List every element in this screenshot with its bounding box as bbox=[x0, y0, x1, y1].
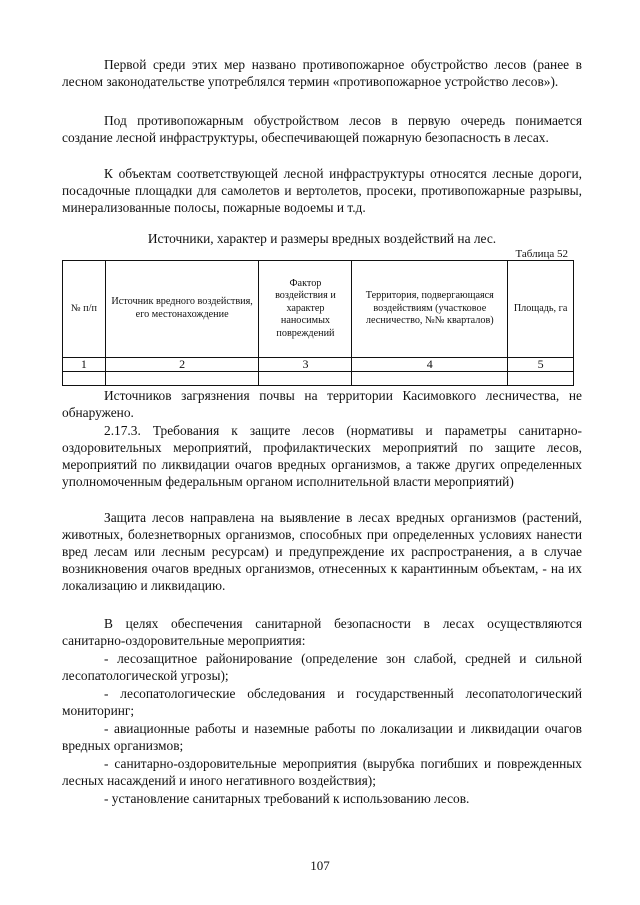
column-number-cell: 2 bbox=[105, 358, 259, 372]
table-caption: Источники, характер и размеры вредных воздействий на лес. bbox=[147, 231, 497, 246]
list-item: - лесозащитное районирование (определение зон слабой, средней и сильной лесопатологической угрозы); bbox=[62, 651, 582, 683]
header-cell-source: Источник вредного воздействия, его местонахождение bbox=[105, 261, 259, 358]
header-cell-area: Площадь, га bbox=[508, 261, 574, 358]
paragraph-sanitary-measures-intro: В целях обеспечения санитарной безопасности в лесах осуществляются санитарно-оздоровительные мероприятия: bbox=[62, 616, 582, 648]
paragraph-forest-protection-requirements: 2.17.3. Требования к защите лесов (нормативы и параметры санитарно-оздоровительных мероприятий, профилактических мероприятий по защите лесов, мероприятий по ликвидации очагов вредных организмов, а также других определенных уполномоченным федеральным органом исполнительной власти мероприятий) bbox=[62, 423, 582, 489]
header-cell-number: № п/п bbox=[63, 261, 106, 358]
table-number: Таблица 52 bbox=[515, 248, 568, 260]
header-cell-territory: Территория, подвергающаяся воздействиям (участковое лесничество, №№ кварталов) bbox=[352, 261, 508, 358]
header-cell-factor: Фактор воздействия и характер наносимых повреждений bbox=[259, 261, 352, 358]
empty-cell bbox=[259, 372, 352, 386]
list-item: - авиационные работы и наземные работы по локализации и ликвидации очагов вредных организмов; bbox=[62, 721, 582, 753]
empty-cell bbox=[352, 372, 508, 386]
paragraph-forest-protection-purpose: Защита лесов направлена на выявление в лесах вредных организмов (растений, животных, болезнетворных организмов, способных при определенных условиях нанести вред лесам или лесным ресурсам) и предупреждение их распространения, а в случае возникновения очагов вредных организмов, отнесенных к карантинным объектам, - на их локализацию и ликвидацию. bbox=[62, 510, 582, 593]
page-number: 107 bbox=[310, 858, 330, 873]
paragraph-infrastructure-objects: К объектам соответствующей лесной инфраструктуры относятся лесные дороги, посадочные площадки для самолетов и вертолетов, просеки, противопожарные разрывы, минерализованные полосы, пожарные водоемы и т.д. bbox=[62, 166, 582, 215]
column-number-cell: 3 bbox=[259, 358, 352, 372]
list-item: - лесопатологические обследования и государственный лесопатологический мониторинг; bbox=[62, 686, 582, 718]
empty-cell bbox=[105, 372, 259, 386]
list-item: - установление санитарных требований к использованию лесов. bbox=[104, 791, 470, 806]
paragraph-soil-pollution: Источников загрязнения почвы на территории Касимовкого лесничества, не обнаружено. bbox=[62, 388, 582, 420]
column-number-cell: 4 bbox=[352, 358, 508, 372]
empty-cell bbox=[508, 372, 574, 386]
harmful-impacts-table bbox=[62, 260, 574, 386]
paragraph-fire-definition: Под противопожарным обустройством лесов в первую очередь понимается создание лесной инфраструктуры, обеспечивающей пожарную безопасность в лесах. bbox=[62, 113, 582, 145]
column-number-cell: 1 bbox=[63, 358, 106, 372]
list-item: - санитарно-оздоровительные мероприятия (вырубка погибших и поврежденных лесных насаждений и иного негативного воздействия); bbox=[62, 756, 582, 788]
column-number-cell: 5 bbox=[508, 358, 574, 372]
paragraph-fire-arrangement: Первой среди этих мер названо противопожарное обустройство лесов (ранее в лесном законодательстве употреблялся термин «противопожарное устройство лесов»). bbox=[62, 57, 582, 89]
empty-cell bbox=[63, 372, 106, 386]
table-empty-row bbox=[63, 372, 574, 386]
table-column-numbers-row bbox=[63, 358, 574, 372]
table-header-row bbox=[63, 261, 574, 358]
